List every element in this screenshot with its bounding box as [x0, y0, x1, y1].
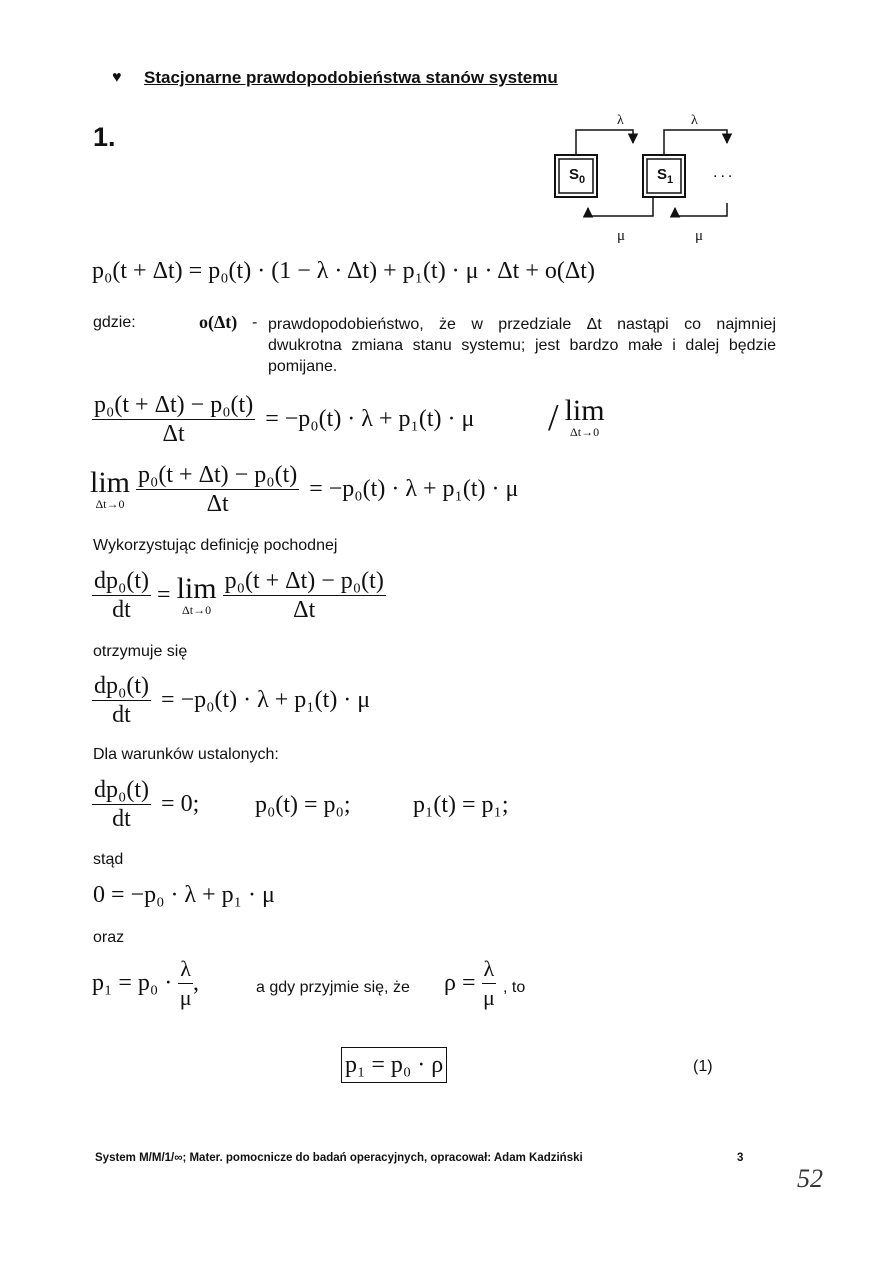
text-steady: Dla warunków ustalonych: [93, 746, 279, 763]
o-term: o(Δt) [199, 312, 238, 332]
equation-8: p₁ = p₀ · $\frac{\lambda}{\mu}$ , [92, 956, 199, 1010]
eq8-end-text: , to [503, 979, 526, 996]
item-number: 1. [93, 122, 116, 152]
mu-label-2: μ [695, 228, 704, 244]
equation-5: $\frac{\text{dp₀(t)}}{dt}$ = −p₀(t) · λ + p₁(t) · μ [94, 673, 371, 728]
boxed-equation: p₁ = p₀ · ρ [341, 1047, 447, 1083]
text-derivative: Wykorzystując definicję pochodnej [93, 537, 338, 554]
rho-definition: ρ = $\frac{\lambda}{\mu}$ [444, 956, 495, 1010]
handwritten-mark: 52 [797, 1164, 823, 1193]
page-number: 3 [737, 1152, 744, 1164]
text-obtained: otrzymuje się [93, 643, 188, 660]
equation-6: $\frac{\text{dp₀(t)}}{dt}$ = 0; [94, 777, 200, 832]
o-description: prawdopodobieństwo, że w przedziale Δt nastąpi co najmniej dwukrotna zmiana stanu systemu; jest bardzo małe i dalej będzie pomijane. [268, 316, 776, 375]
mu-label-1: μ [617, 228, 626, 244]
bullet-heart: ♥ [112, 69, 122, 86]
mu-arrow-1-0 [588, 197, 653, 216]
lambda-arrow-1-2 [664, 130, 727, 155]
state-s0-label: $S_0$ [569, 166, 586, 186]
text-hence: stąd [93, 851, 124, 868]
eq8-middle-text: a gdy przyjmie się, że [256, 979, 410, 996]
where-label: gdzie: [93, 314, 136, 331]
footer-text: System M/M/1/∞; Mater. pomocnicze do badań operacyjnych, opracował: Adam Kadziński [95, 1152, 583, 1164]
ellipsis: ... [713, 164, 736, 181]
equation-4: $\frac{\text{dp₀(t)}}{dt}$ = lim Δt→0 $\frac{\text{p₀(t + Δt) − p₀(t)}}{\Delta t}$ [94, 568, 384, 623]
state-s1-label: $S_1$ [657, 166, 674, 186]
text-and: oraz [93, 929, 125, 946]
lim-annotation: / lim Δt→0 [548, 394, 605, 439]
mu-arrow-2-1 [675, 203, 727, 216]
equation-6-part3: p₁(t) = p₁; [413, 792, 509, 818]
equation-7: 0 = −p₀ · λ + p₁ · μ [93, 882, 275, 908]
equation-2: $\frac{\text{p₀(t + Δt) − p₀(t)}}{\Delta t}$ = −p₀(t) · λ + p₁(t) · μ [94, 392, 475, 447]
lambda-label-2: λ [691, 113, 698, 128]
equation-1: p₀(t + Δt) = p₀(t) · (1 − λ · Δt) + p₁(t) · μ · Δt + o(Δt) [92, 258, 595, 284]
equation-6-part2: p₀(t) = p₀; [255, 792, 351, 818]
lambda-arrow-0-1 [576, 130, 633, 155]
equation-number: (1) [693, 1058, 713, 1075]
equation-3: lim Δt→0 $\frac{\text{p₀(t + Δt) − p₀(t)}}{\Delta t}$ = −p₀(t) · λ + p₁(t) · μ [90, 462, 519, 517]
lambda-label-1: λ [617, 113, 624, 128]
o-dash: - [252, 314, 258, 331]
section-title: Stacjonarne prawdopodobieństwa stanów systemu [144, 68, 558, 87]
